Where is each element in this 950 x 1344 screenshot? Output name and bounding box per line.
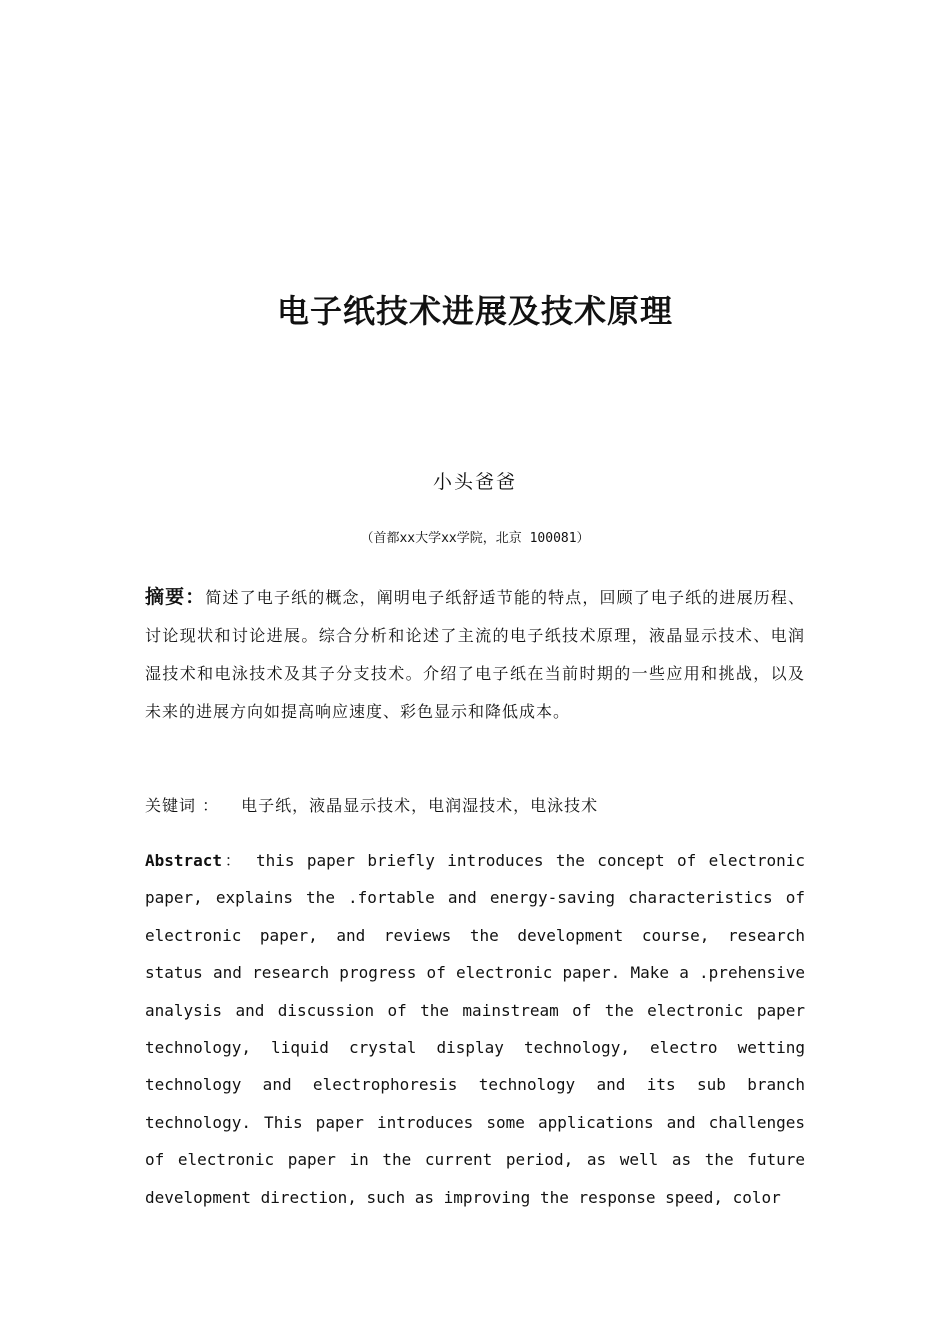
abstract-chinese (145, 578, 805, 731)
author-affiliation: （首都xx大学xx学院，北京 100081） (360, 531, 590, 546)
abstract-cn-text: 简述了电子纸的概念，阐明电子纸舒适节能的特点，回顾了电子纸的进展历程、讨论现状和讨论进展。综合分析和论述了主流的电子纸技术原理，液晶显示技术、电润湿技术和电泳技术及其子分支技术。介绍了电子纸在当前时期的一些应用和挑战，以及未来的进展方向如提高响应速度、彩色显示和降低成本。 (145, 588, 805, 721)
keywords (145, 793, 805, 816)
paper-title: 电子纸技术进展及技术原理 (276, 292, 673, 330)
paper-author: 小头爸爸 (432, 471, 517, 493)
abstract-cn-label: 摘要： (145, 586, 206, 608)
keywords-label: 关键词 ： (145, 796, 220, 815)
abstract-en-separator: ： (222, 851, 256, 870)
keywords-text: 电子纸，液晶显示技术，电润湿技术，电泳技术 (241, 796, 599, 815)
abstract-en-label: Abstract (145, 851, 223, 870)
abstract-en-text: this paper briefly introduces the concept of electronic paper, explains the .fortable and energy-saving characteristics of electronic paper, and reviews the development course, research status and research progress of electronic paper. Make a .prehensive analysis and discussion of the mainstream of the electronic paper technology, liquid crystal display technology, electro wetting technology and electrophoresis technology and its sub branch technology. This paper introduces some applications and challenges of electronic paper in the current period, as well as the future development direction, such as improving the response speed, color (145, 851, 805, 1207)
abstract-english (145, 842, 805, 1216)
